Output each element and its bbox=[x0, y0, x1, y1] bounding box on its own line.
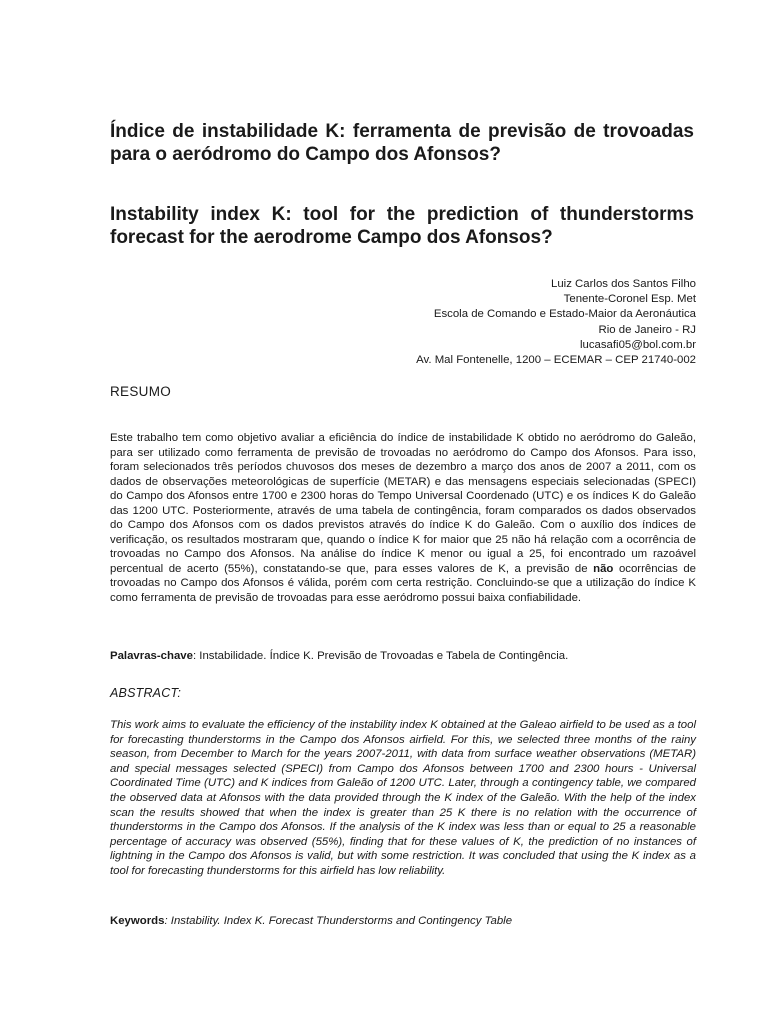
keywords-english bbox=[110, 914, 696, 929]
abstract-heading: ABSTRACT: bbox=[110, 686, 182, 700]
resumo-text-part1: Este trabalho tem como objetivo avaliar a eficiência do índice de instabilidade K obtido no aeródromo do Galeão, para ser utilizado como ferramenta de previsão de trovoadas no aeródromo do Campo dos Afonsos. Para isso, foram selecionados três períodos chuvosos dos meses de dezembro a março dos anos de 2007 a 2011, com os dados de observações meteorológicas de superfície (METAR) e das mensagens especiais selecionadas (SPECI) do Campo dos Afonsos entre 1700 e 2300 horas do Tempo Universal Coordenado (UTC) e os índices K do Galeão das 1200 UTC. Posteriormente, através de uma tabela de contingência, foram comparados os dados observados do Campo dos Afonsos com os dados previstos através do índice K do Galeão. Com o auxílio dos índices de verificação, os resultados mostraram que, quando o índice K for maior que 25 não há relação com a ocorrência de trovoadas no Campo dos Afonsos. Na análise do índice K menor ou igual a 25, foi encontrado um razoável percentual de acerto (55%), constatando-se que, para esses valores de K, a previsão de bbox=[110, 432, 696, 575]
author-institution: Escola de Comando e Estado-Maior da Aeronáutica bbox=[433, 308, 696, 321]
author-name: Luiz Carlos dos Santos Filho bbox=[551, 278, 696, 290]
keywords-pt-text: : Instabilidade. Índice K. Previsão de Trovoadas e Tabela de Contingência. bbox=[192, 650, 569, 662]
keywords-portuguese bbox=[110, 649, 696, 664]
keywords-en-label: Keywords bbox=[110, 915, 165, 927]
resumo-text-part2: ocorrências de trovoadas no Campo dos Afonsos é válida, porém com certa restrição. Concluindo-se que a utilização do índice K como ferramenta de previsão de trovoadas para esse aeródromo possui baixa confiabilidade. bbox=[110, 562, 697, 604]
resumo-bold-word: não bbox=[593, 562, 614, 575]
author-rank: Tenente-Coronel Esp. Met bbox=[563, 293, 696, 306]
resumo-heading: RESUMO bbox=[110, 384, 172, 399]
keywords-en-text: : Instability. Index K. Forecast Thunderstorms and Contingency Table bbox=[164, 915, 513, 927]
author-address: Av. Mal Fontenelle, 1200 – ECEMAR – CEP 21740-002 bbox=[416, 354, 696, 367]
title-portuguese: Índice de instabilidade K: ferramenta de previsão de trovoadas para o aeródromo do Campo dos Afonsos? bbox=[110, 121, 694, 165]
keywords-pt-label: Palavras-chave bbox=[110, 650, 193, 662]
author-city: Rio de Janeiro - RJ bbox=[598, 323, 696, 336]
title-english: Instability index K: tool for the prediction of thunderstorms forecast for the aerodrome Campo dos Afonsos? bbox=[110, 204, 694, 248]
abstract-paragraph: This work aims to evaluate the efficiency of the instability index K obtained at the Galeao airfield to be used as a tool for forecasting thunderstorms in the Campo dos Afonsos airfield. For this, we selected three months of the rainy season, from December to March for the years 2007-2011, with data from surface weather observations (METAR) and special messages selected (SPECI) from Campo dos Afonsos between 1700 and 2300 hours - Universal Coordinated Time (UTC) and K indices from Galeão of 1200 UTC. Later, through a contingency table, we compared the observed data at Afonsos with the data provided through the K index of the Galeão. With the help of the index scan the results showed that when the index is greater than 25 K there is no relation with the occurrence of thunderstorms in the Campo dos Afonsos. If the analysis of the K index was less than or equal to 25 a reasonable percentage of accuracy was observed (55%), finding that for these values of K, the prediction of no instances of lightning in the Campo dos Afonsos is valid, but with some restriction. It was concluded that using the K index as a tool for forecasting thunderstorms for this airfield has low reliability. bbox=[110, 719, 696, 877]
author-block bbox=[196, 277, 696, 368]
resumo-paragraph bbox=[110, 431, 696, 605]
author-email: lucasafi05@bol.com.br bbox=[579, 338, 696, 351]
